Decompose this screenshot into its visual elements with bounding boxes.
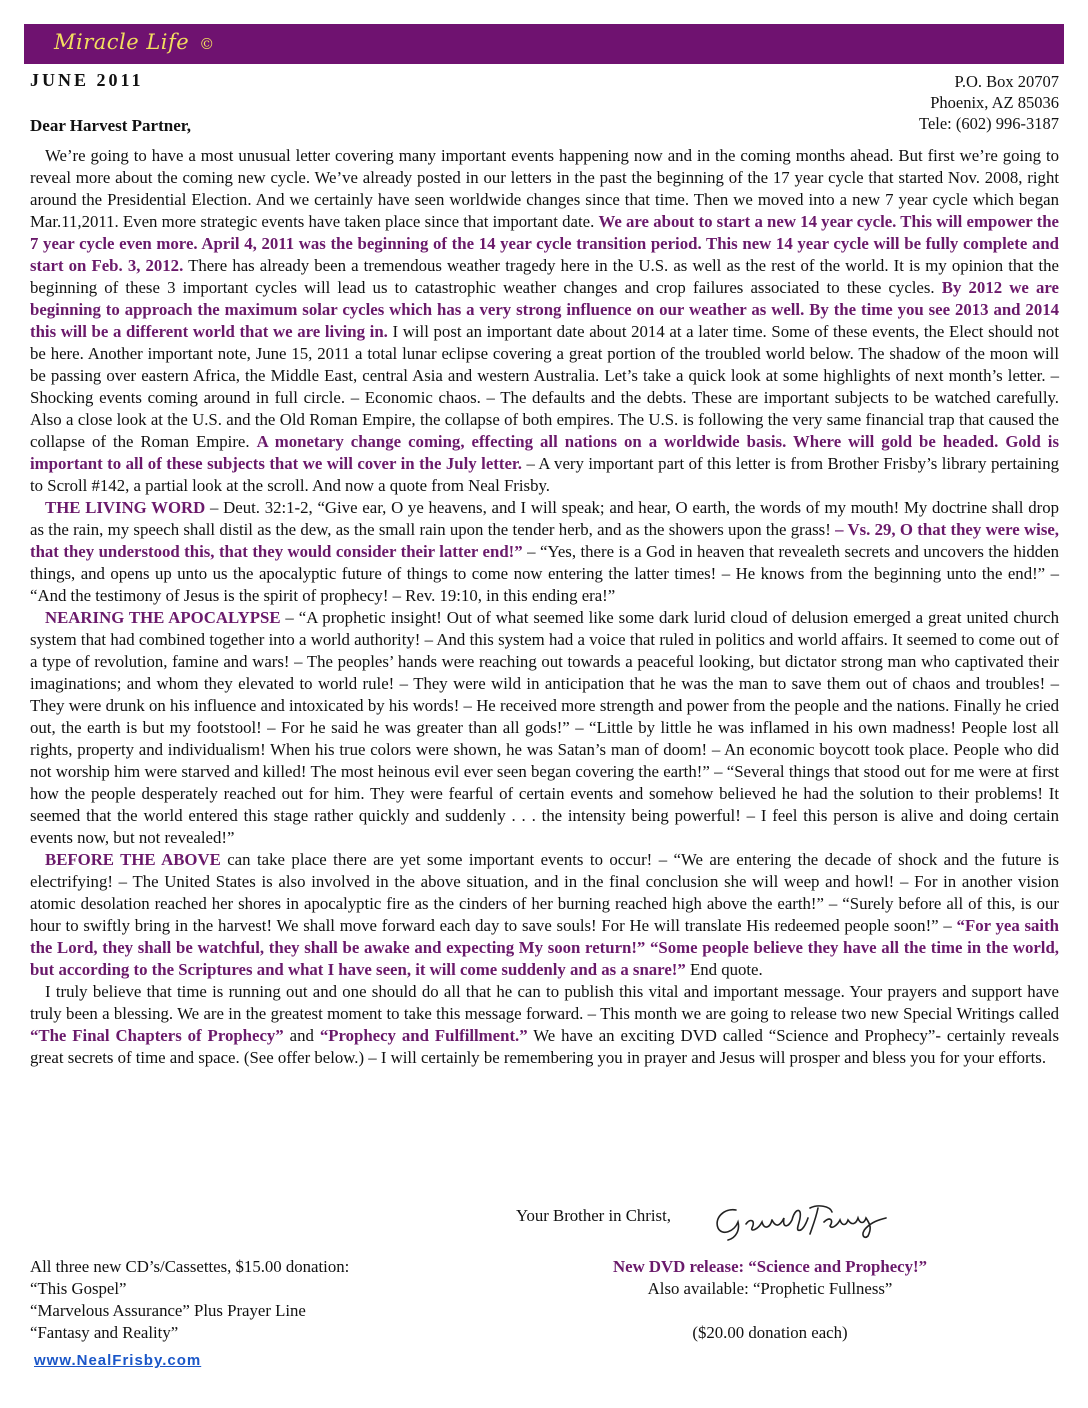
paragraph-text: End quote. xyxy=(685,960,763,979)
offer-line: All three new CD’s/Cassettes, $15.00 donation: xyxy=(30,1257,350,1276)
paragraph-text: I will post an important date about 2014 at a later time. Some of these events, the Elect should not be here. Another important note, June 15, 2011 a total lunar eclipse covering a great portion of the troubled world below. The shadow of the moon will be passing over eastern Africa, the Middle East, central Asia and western Australia. Let’s take a quick look at some highlights of next month’s letter. – Shocking events coming around in full circle. – Economic chaos. – The defaults and the debts. These are important subjects to be watched carefully. Also a close look at the U.S. and the Old Roman Empire, the collapse of both empires. The U.S. is following the very same financial trap that caused the collapse of the Roman Empire. xyxy=(30,322,1059,451)
dvd-offer-price: ($20.00 donation each) xyxy=(692,1323,848,1342)
signature-image xyxy=(706,1198,906,1242)
paragraph-text: We have an exciting DVD called “Science and Prophecy”- certainly reveals great secrets of time and space. (See offer below.) – I will certainly be remembering you in prayer and Jesus will prosper and bless you for your efforts. xyxy=(30,1026,1060,1067)
paragraph-text: – A very important part of this letter is from Brother Frisby’s library pertaining to Scroll #142, a partial look at the scroll. And now a quote from Neal Frisby. xyxy=(30,454,1059,495)
highlighted-text: By 2012 we are beginning to approach the maximum solar cycles which has a very strong influence on our weather as well. By the time you see 2013 and 2014 this will be a different world that we are living in. xyxy=(30,278,1059,341)
closing: Your Brother in Christ, xyxy=(516,1206,671,1225)
letter-paragraph xyxy=(30,981,1059,1069)
highlighted-text: A monetary change coming, effecting all nations on a worldwide basis. Where will gold be headed. Gold is important to all of these subjects that we will cover in the July letter. xyxy=(30,432,1059,473)
highlighted-text: We are about to start a new 14 year cycle. This will empower the 7 year cycle even more. April 4, 2011 was the beginning of the 14 year cycle transition period. This new 14 year cycle will be fully complete and start on Feb. 3, 2012. xyxy=(30,212,1060,275)
brand-name: Miracle Life xyxy=(54,30,190,54)
mailing-address xyxy=(919,71,1059,134)
dvd-offer-line: Also available: “Prophetic Fullness” xyxy=(647,1279,893,1298)
dvd-offer-spacer xyxy=(560,1300,980,1322)
offer-line: “This Gospel” xyxy=(30,1279,127,1298)
highlighted-text: “Prophecy and Fulfillment.” xyxy=(319,1026,528,1045)
address-line: P.O. Box 20707 xyxy=(954,72,1059,91)
dvd-offer-title: New DVD release: “Science and Prophecy!” xyxy=(613,1257,927,1276)
letter-paragraph xyxy=(30,497,1059,607)
highlighted-text: BEFORE THE ABOVE xyxy=(45,850,221,869)
offer-line: “Fantasy and Reality” xyxy=(30,1323,179,1342)
paragraph-text: We’re going to have a most unusual letter covering many important events happening now and in the coming months ahead. But first we’re going to reveal more about the coming new cycle. We’ve already posted in our letters in the past the beginning of the 17 year cycle that started Nov. 2008, right around the Presidential Election. And we certainly have seen worldwide changes since that time. Then we moved into a new 7 year cycle which began Mar.11,2011. Even more strategic events have taken place since that important date. xyxy=(30,146,1059,231)
website-link[interactable]: www.NealFrisby.com xyxy=(34,1352,202,1369)
letter-body xyxy=(30,145,1059,1069)
highlighted-text: – Vs. 29, O that they were wise, that they understood this, that they would consider their latter end!” xyxy=(30,520,1059,561)
letter-paragraph xyxy=(30,145,1059,497)
letter-paragraph xyxy=(30,607,1059,849)
brand-logo xyxy=(54,30,215,54)
dvd-offer xyxy=(560,1256,980,1344)
highlighted-text: “The Final Chapters of Prophecy” xyxy=(30,1026,284,1045)
header-banner xyxy=(24,24,1064,64)
paragraph-text: can take place there are yet some important events to occur! – “We are entering the decade of shock and the future is electrifying! – The United States is also involved in the above situation, and in the final conclusion she will weep and howl! – For in another vision atomic desolation reached her shores in apocalyptic fire as the cinders of her burning reached high above the earth!” – “Surely before all of this, is our hour to swiftly bring in the harvest! We shall move forward each day to save souls! For He will translate His redeemed people soon!” – xyxy=(30,850,1060,935)
address-line: Phoenix, AZ 85036 xyxy=(930,93,1059,112)
paragraph-text: and xyxy=(283,1026,320,1045)
letter-date: JUNE 2011 xyxy=(30,70,144,90)
paragraph-text: – Deut. 32:1-2, “Give ear, O ye heavens, and I will speak; and hear, O earth, the words of my mouth! My doctrine shall drop as the rain, my speech shall distil as the dew, as the small rain upon the tender herb, and as the showers upon the grass! xyxy=(30,498,1059,539)
letter-paragraph xyxy=(30,849,1059,981)
highlighted-text: “For yea saith the Lord, they shall be watchful, they shall be awake and expecting My soon return!” “Some people believe they have all the time in the world, but according to the Scriptures and what I have seen, it will come suddenly and as a snare!” xyxy=(30,916,1059,979)
paragraph-text: There has already been a tremendous weather tragedy here in the U.S. as well as the rest of the world. It is my opinion that the beginning of these 3 important cycles will lead us to catastrophic weather changes and crop failures associated to these cycles. xyxy=(30,256,1059,297)
highlighted-text: NEARING THE APOCALYPSE xyxy=(45,608,281,627)
salutation: Dear Harvest Partner, xyxy=(30,116,191,135)
address-line: Tele: (602) 996-3187 xyxy=(919,114,1059,133)
copyright-symbol: © xyxy=(199,35,215,53)
paragraph-text: I truly believe that time is running out and one should do all that he can to publish this vital and important message. Your prayers and support have truly been a blessing. We are in the greatest moment to take this message forward. – This month we are going to release two new Special Writings called xyxy=(30,982,1059,1023)
paragraph-text: – “Yes, there is a God in heaven that revealeth secrets and uncovers the hidden things, and opens up unto us the apocalyptic future of things to come now entering the latter times! – He knows from the beginning unto the end!” – “And the testimony of Jesus is the spirit of prophecy! – Rev. 19:10, in this ending era!” xyxy=(30,542,1060,605)
paragraph-text: – “A prophetic insight! Out of what seemed like some dark lurid cloud of delusion emerged a great united church system that had combined together into a world authority! – And this system had a voice that ruled in politics and world affairs. It seemed to come out of a type of revolution, famine and wars! – The peoples’ hands were reaching out towards a peaceful looking, but dictator strong man who captivated their imaginations; and whom they elevated to world rule! – They were wild in anticipation that he was the man to save them out of chaos and troubles! – They were drunk on his influence and intoxicated by his words! – He received more strength and power from the people and the nations. Finally he cried out, the earth is but my footstool! – For he said he was greater than all gods!” – “Little by little he was inflamed in his own madness! People lost all rights, property and individualism! When his true colors were shown, he was Satan’s man of doom! – An economic boycott took place. People who did not worship him were starved and killed! The most heinous evil ever seen began covering the earth!” – “Several things that stood out for me were at first how the people desperately reached out for him. They were fearful of certain events and somehow believed he had the solution to their problems! It seemed that the world entered this stage rather quickly and suddenly . . . the intensity being powerful! – I feel this person is alive and doing certain events now, but not revealed!” xyxy=(30,608,1059,847)
offer-line: “Marvelous Assurance” Plus Prayer Line xyxy=(30,1301,306,1320)
highlighted-text: THE LIVING WORD xyxy=(45,498,206,517)
cd-offer xyxy=(30,1256,349,1344)
